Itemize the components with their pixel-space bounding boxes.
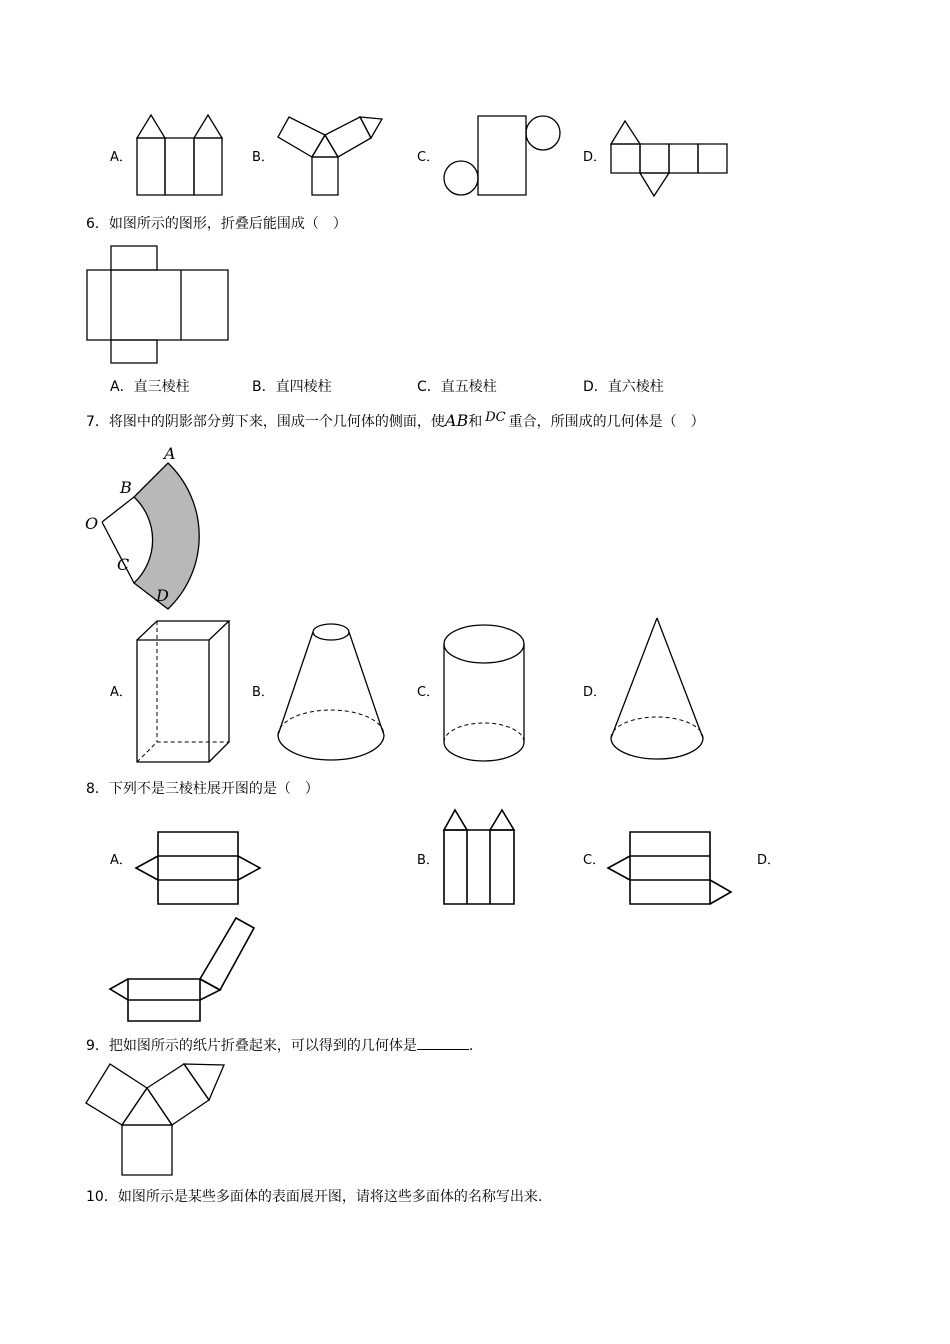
q9-stem-after: . xyxy=(468,1038,474,1054)
q7-stem xyxy=(86,412,705,432)
q9-stem-before: 9．把如图所示的纸片折叠起来，可以得到的几何体是 xyxy=(86,1038,417,1054)
q7-option-a-label: A． xyxy=(110,685,132,700)
q7-option-b-label: B． xyxy=(252,685,274,700)
q5-option-b-figure xyxy=(276,113,386,198)
q8-option-d-label: D． xyxy=(757,853,781,868)
q7-label-o: O xyxy=(85,514,99,533)
q5-option-a-figure xyxy=(135,113,225,198)
q5-option-d-figure xyxy=(609,119,731,199)
q6-option-a: A．直三棱柱 xyxy=(110,379,190,395)
q9-net-figure xyxy=(84,1060,228,1178)
q8-option-c-label: C． xyxy=(583,853,606,868)
q7-segment-ab: AB xyxy=(444,411,469,430)
q7-option-c-label: C． xyxy=(417,685,440,700)
q7-label-a: A xyxy=(164,444,176,463)
q5-option-a-label: A． xyxy=(110,150,132,165)
q9-stem xyxy=(86,1035,473,1055)
q6-option-b: B．直四棱柱 xyxy=(252,379,332,395)
q7-sector-figure xyxy=(80,440,210,610)
q8-option-d-figure xyxy=(108,916,258,1026)
q7-label-b: B xyxy=(120,478,132,497)
q8-option-a-label: A． xyxy=(110,853,132,868)
q7-stem-before: 7．将图中的阴影部分剪下来，围成一个几何体的侧面，使 xyxy=(86,414,445,430)
q10-stem: 10．如图所示是某些多面体的表面展开图，请将这些多面体的名称写出来. xyxy=(86,1189,543,1205)
q7-label-c: C xyxy=(117,555,130,574)
q8-option-b-figure xyxy=(442,808,518,908)
q7-option-a-cuboid xyxy=(135,620,231,765)
q6-stem: 6．如图所示的图形，折叠后能围成（ ） xyxy=(86,216,347,232)
q9-answer-blank[interactable] xyxy=(417,1035,469,1050)
q8-option-b-label: B． xyxy=(417,853,439,868)
q7-stem-after: 重合，所围成的几何体是（ ） xyxy=(508,414,705,430)
q7-stem-mid: 和 xyxy=(468,414,483,430)
q5-option-c-figure xyxy=(442,113,562,198)
q6-option-d: D．直六棱柱 xyxy=(583,379,664,395)
q8-stem: 8．下列不是三棱柱展开图的是（ ） xyxy=(86,781,319,797)
q7-option-d-cone xyxy=(609,616,707,766)
q8-option-a-figure xyxy=(134,830,262,908)
q5-option-d-label: D． xyxy=(583,150,607,165)
q7-option-d-label: D． xyxy=(583,685,607,700)
q7-segment-dc: DC xyxy=(485,410,506,425)
q8-option-c-figure xyxy=(607,830,735,908)
q6-option-c: C．直五棱柱 xyxy=(417,379,497,395)
q7-option-c-cylinder xyxy=(442,622,528,767)
q5-option-c-label: C． xyxy=(417,150,440,165)
q5-option-b-label: B． xyxy=(252,150,274,165)
q6-net-figure xyxy=(86,245,231,367)
q7-label-d: D xyxy=(156,586,169,605)
q7-option-b-frustum xyxy=(276,622,388,767)
